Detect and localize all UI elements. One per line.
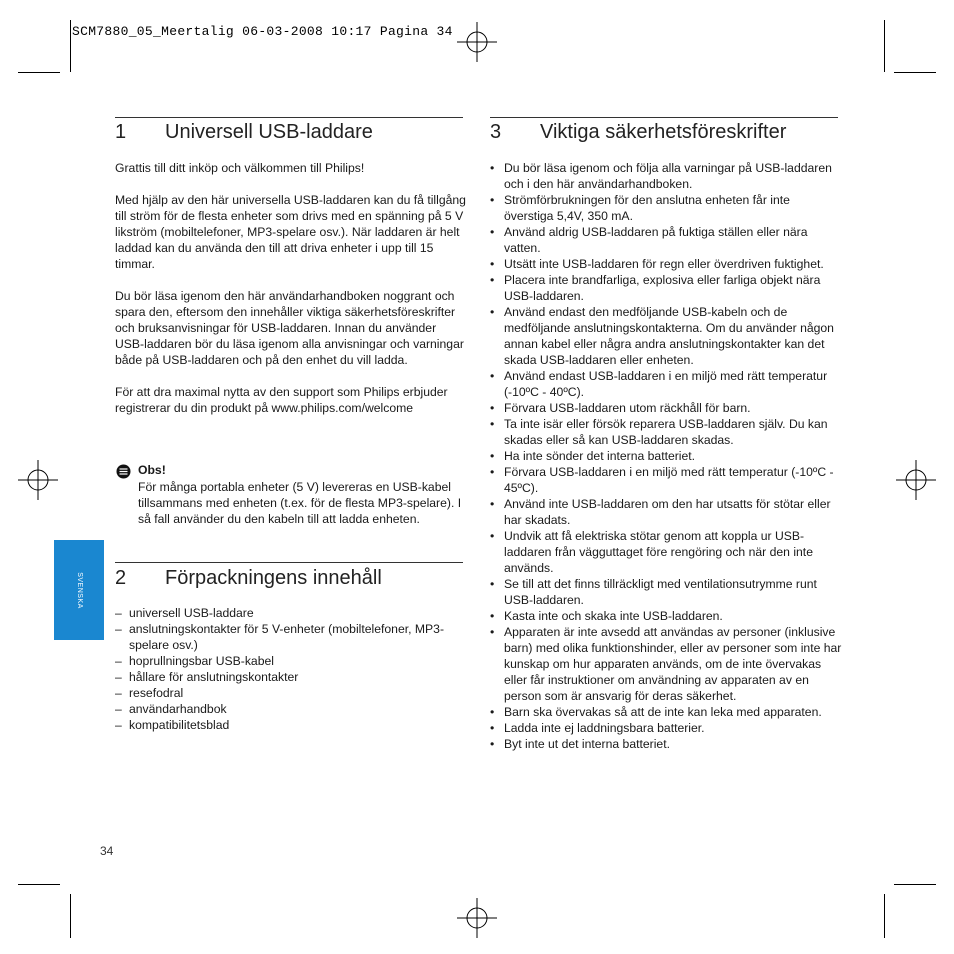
safety-list xyxy=(490,160,842,752)
list-item: • Förvara USB-laddaren i en miljö med rätt temperatur (-10ºC - 45ºC). xyxy=(490,464,842,496)
section-1-body xyxy=(115,160,467,432)
crop-mark xyxy=(18,884,60,885)
list-item: – anslutningskontakter för 5 V-enheter (mobiltelefoner, MP3-spelare osv.) xyxy=(115,621,463,653)
list-item: • Använd endast den medföljande USB-kabeln och de medföljande anslutningskontakterna. Om du använder någon annan kabel eller några andra anslutningskontakter kan det skada USB-laddaren eller enheten. xyxy=(490,304,842,368)
list-item: • Du bör läsa igenom och följa alla varningar på USB-laddaren och i den här användarhandboken. xyxy=(490,160,842,192)
section-2-number: 2 xyxy=(115,567,127,589)
list-item: • Ta inte isär eller försök reparera USB-laddaren själv. Du kan skadas eller så kan USB-laddaren skadas. xyxy=(490,416,842,448)
list-item: – hållare för anslutningskontakter xyxy=(115,669,463,685)
section-3-rule xyxy=(490,117,838,118)
print-slug: SCM7880_05_Meertalig 06-03-2008 10:17 Pagina 34 xyxy=(72,24,453,39)
section-2-rule xyxy=(115,562,463,563)
list-item: • Apparaten är inte avsedd att användas av personer (inklusive barn) med olika funktionshinder, eller av personer som inte har kunskap om hur apparaten används, om de inte övervakas eller får instruktioner om användning av apparaten av en person som är ansvarig för deras säkerhet. xyxy=(490,624,842,704)
list-item: • Använd inte USB-laddaren om den har utsatts för stötar eller har skadats. xyxy=(490,496,842,528)
list-item: • Undvik att få elektriska stötar genom att koppla ur USB-laddaren från vägguttaget före rengöring och när den inte används. xyxy=(490,528,842,576)
note-title: Obs! xyxy=(138,463,166,477)
section-3-title: Viktiga säkerhetsföreskrifter xyxy=(540,121,787,143)
list-item: • Använd aldrig USB-laddaren på fuktiga ställen eller nära vatten. xyxy=(490,224,842,256)
crop-mark xyxy=(894,72,936,73)
section-2-title: Förpackningens innehåll xyxy=(165,567,382,589)
registration-mark-bottom xyxy=(457,898,497,938)
list-item: – universell USB-laddare xyxy=(115,605,463,621)
list-item: – hoprullningsbar USB-kabel xyxy=(115,653,463,669)
registration-mark-top xyxy=(457,22,497,62)
list-item: – kompatibilitetsblad xyxy=(115,717,463,733)
note-text: För många portabla enheter (5 V) levereras en USB-kabel tillsammans med enheten (t.ex. för de flesta MP3-spelare). I så fall använder du den kabeln till att ladda enheten. xyxy=(138,480,462,526)
list-item: • Använd endast USB-laddaren i en miljö med rätt temperatur (-10ºC - 40ºC). xyxy=(490,368,842,400)
crop-mark xyxy=(884,20,885,72)
contents-list xyxy=(115,605,463,733)
list-item: • Placera inte brandfarliga, explosiva eller farliga objekt nära USB-laddaren. xyxy=(490,272,842,304)
language-tab-label: SVENSKA xyxy=(75,571,83,609)
list-item: • Strömförbrukningen för den anslutna enheten får inte överstiga 5,4V, 350 mA. xyxy=(490,192,842,224)
registration-paragraph: För att dra maximal nytta av den support som Philips erbjuder registrerar du din produkt på www.philips.com/welcome xyxy=(115,385,448,415)
list-item: – användarhandbok xyxy=(115,701,463,717)
list-item: • Ladda inte ej laddningsbara batterier. xyxy=(490,720,842,736)
list-item: • Barn ska övervakas så att de inte kan leka med apparaten. xyxy=(490,704,842,720)
registration-mark-right xyxy=(896,460,936,500)
contents-list-wrapper xyxy=(115,605,463,733)
crop-mark xyxy=(70,20,71,72)
list-item: • Förvara USB-laddaren utom räckhåll för barn. xyxy=(490,400,842,416)
crop-mark xyxy=(18,72,60,73)
section-1-number: 1 xyxy=(115,121,127,143)
reading-paragraph: Du bör läsa igenom den här användarhandboken noggrant och spara den, eftersom den innehåller viktiga säkerhetsföreskrifter och bruksanvisningar för USB-laddaren. Innan du använder USB-laddaren bör du läsa igenom alla anvisningar och varningar både på USB-laddaren och på den enhet du vill ladda. xyxy=(115,289,464,367)
page-number: 34 xyxy=(100,844,114,858)
description-paragraph: Med hjälp av den här universella USB-laddaren kan du få tillgång till ström för de flesta enheter som drivs med en spänning på 5 V likström (mobiltelefoner, MP3-spelare osv.). När laddaren är helt laddad kan du använda den till att driva enheter i upp till 15 timmar. xyxy=(115,193,466,271)
list-item: • Utsätt inte USB-laddaren för regn eller överdriven fuktighet. xyxy=(490,256,842,272)
note-icon xyxy=(116,464,131,479)
crop-mark xyxy=(894,884,936,885)
section-1-title: Universell USB-laddare xyxy=(165,121,373,143)
section-1-rule xyxy=(115,117,463,118)
list-item: • Ha inte sönder det interna batteriet. xyxy=(490,448,842,464)
crop-mark xyxy=(70,894,71,938)
list-item: • Byt inte ut det interna batteriet. xyxy=(490,736,842,752)
registration-mark-left xyxy=(18,460,58,500)
intro-paragraph: Grattis till ditt inköp och välkommen till Philips! xyxy=(115,161,365,175)
list-item: – resefodral xyxy=(115,685,463,701)
section-3-number: 3 xyxy=(490,121,502,143)
list-item: • Kasta inte och skaka inte USB-laddaren. xyxy=(490,608,842,624)
safety-list-wrapper xyxy=(490,160,842,752)
list-item: • Se till att det finns tillräckligt med ventilationsutrymme runt USB-laddaren. xyxy=(490,576,842,608)
crop-mark xyxy=(884,894,885,938)
